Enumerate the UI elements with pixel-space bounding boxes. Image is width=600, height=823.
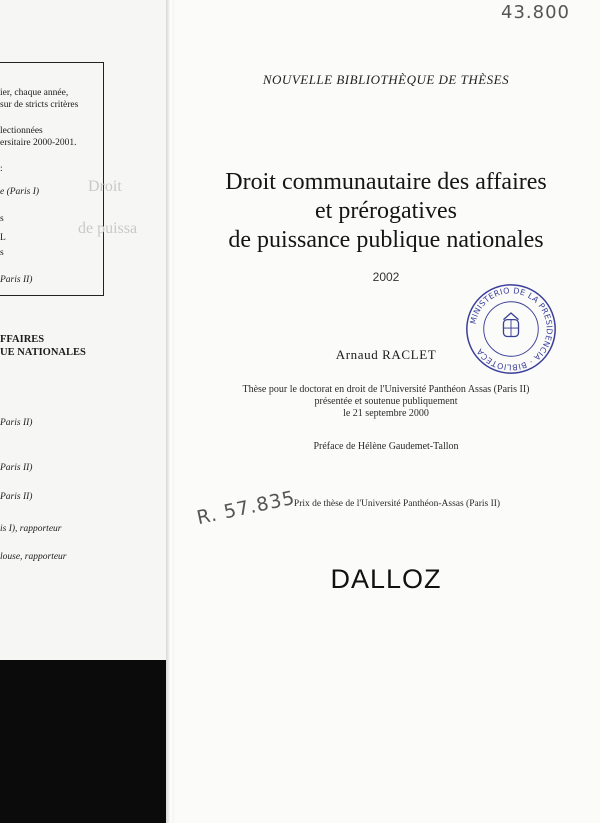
handwritten-inventory-number: R. 57.835 <box>194 486 298 530</box>
box-line: ersitaire 2000-2001. <box>0 138 77 148</box>
thesis-statement <box>172 384 600 420</box>
book-title <box>172 168 600 255</box>
show-through-text: de puissa <box>78 220 138 237</box>
publisher-logo: DALLOZ <box>330 564 442 594</box>
thesis-prize: Prix de thèse de l'Université Panthéon-Assas (Paris II) <box>293 499 501 509</box>
box-line: lectionnées <box>0 126 43 136</box>
box-line: : <box>0 164 3 174</box>
author-name: Arnaud RACLET <box>335 347 437 362</box>
preface-credit: Préface de Hélène Gaudemet-Tallon <box>313 441 459 452</box>
box-line: L <box>0 233 6 243</box>
box-line: e (Paris I) <box>0 187 40 197</box>
publication-year: 2002 <box>372 270 400 284</box>
jury-line: Paris II) <box>0 492 33 502</box>
handwritten-call-number: 43.800 <box>501 2 570 23</box>
box-line: s <box>0 248 4 258</box>
title-line: et prérogatives <box>315 198 457 224</box>
jury-line: Paris II) <box>0 463 33 473</box>
show-through-text: Droit <box>88 178 122 195</box>
jury-line: Paris II) <box>0 418 33 428</box>
thesis-line: le 21 septembre 2000 <box>343 408 429 419</box>
box-line: sur de stricts critères <box>0 100 79 110</box>
box-line: ier, chaque année, <box>0 88 69 98</box>
heading-line: UE NATIONALES <box>0 347 86 358</box>
title-line: Droit communautaire des affaires <box>225 169 547 195</box>
svg-text:MINISTERIO DE LA PRESIDENCIA ·: MINISTERIO DE LA PRESIDENCIA · BIBLIOTECA <box>468 286 554 372</box>
thesis-line: Thèse pour le doctorat en droit de l'Université Panthéon Assas (Paris II) <box>242 384 530 395</box>
jury-line: louse, rapporteur <box>0 552 67 562</box>
series-name: NOUVELLE BIBLIOTHÈQUE DE THÈSES <box>262 72 510 87</box>
box-line: Paris II) <box>0 275 33 285</box>
left-page <box>0 0 168 660</box>
title-line: de puissance publique nationales <box>228 227 544 253</box>
jury-line: is I), rapporteur <box>0 524 62 534</box>
thesis-line: présentée et soutenue publiquement <box>314 396 458 407</box>
box-line: s <box>0 214 4 224</box>
heading-line: FFAIRES <box>0 334 45 345</box>
